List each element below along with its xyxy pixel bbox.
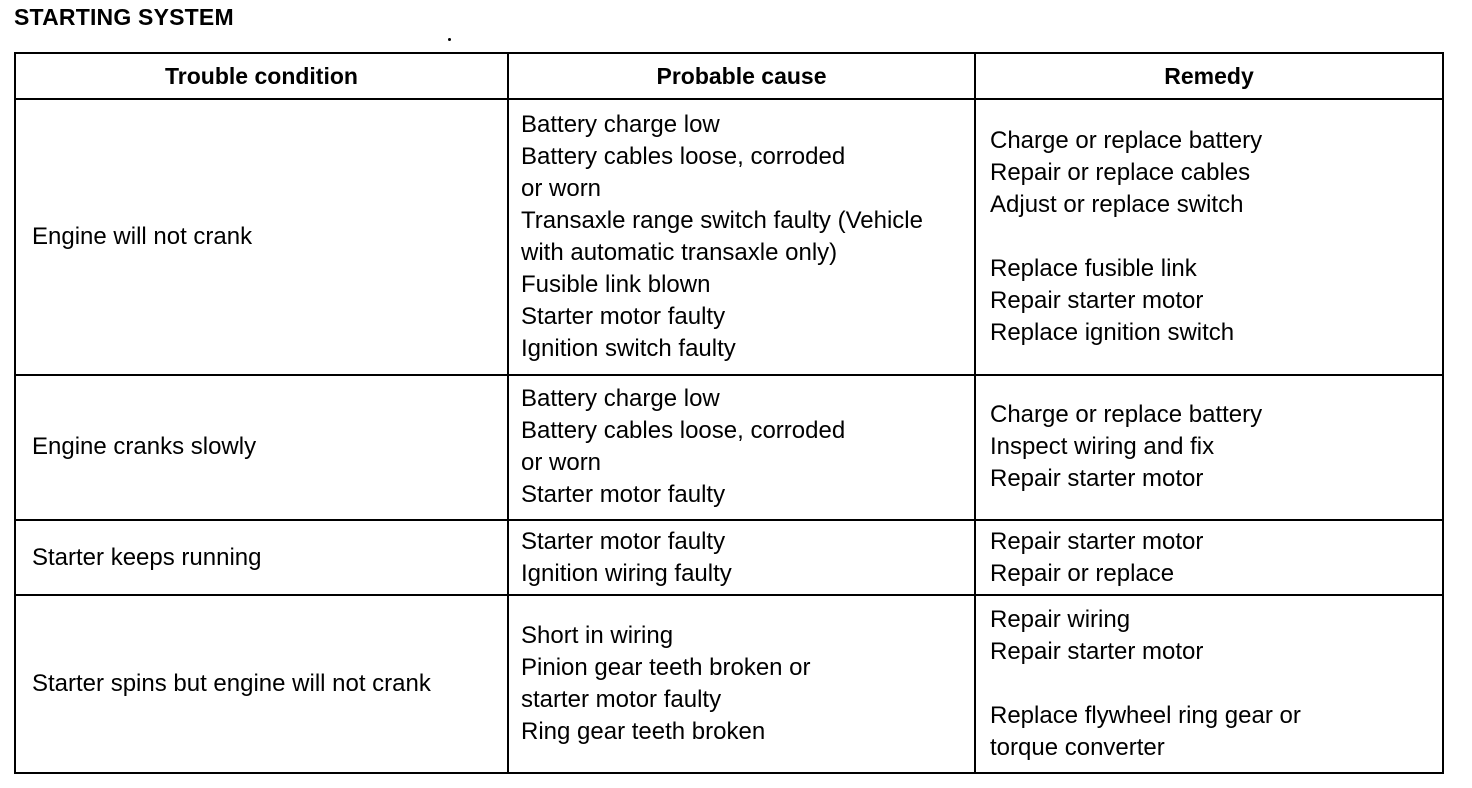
remedy-line: Replace ignition switch — [990, 318, 1235, 346]
remedy-line: Adjust or replace switch — [990, 190, 1244, 218]
cause-line: or worn — [521, 449, 602, 477]
cause-line: Battery charge low — [521, 385, 720, 413]
header-row — [15, 53, 1443, 99]
remedy-spacer — [990, 668, 1442, 700]
trouble-condition-cell: Starter keeps running — [15, 520, 508, 596]
cause-line: Battery charge low — [521, 110, 720, 138]
table-row — [15, 520, 1443, 596]
remedy-spacer — [990, 221, 1442, 253]
probable-cause-cell — [508, 99, 975, 375]
remedy-line: Repair starter motor — [990, 286, 1204, 314]
header-probable-cause: Probable cause — [508, 53, 975, 99]
cause-line: Ignition switch faulty — [521, 334, 736, 362]
remedy-cell — [975, 520, 1443, 596]
remedy-line: Repair starter motor — [990, 638, 1204, 666]
remedy-line: Repair starter motor — [990, 465, 1204, 493]
header-remedy: Remedy — [975, 53, 1443, 99]
table-header — [15, 53, 1443, 99]
remedy-line: Charge or replace battery — [990, 126, 1263, 154]
cause-line: Battery cables loose, corroded — [521, 142, 846, 170]
cause-line: Pinion gear teeth broken or — [521, 654, 811, 682]
cause-line: or worn — [521, 174, 602, 202]
table-row — [15, 375, 1443, 520]
cause-line: Starter motor faulty — [521, 481, 726, 509]
page-title: STARTING SYSTEM — [14, 4, 234, 30]
remedy-line: Repair or replace — [990, 559, 1175, 587]
trouble-condition-cell: Engine cranks slowly — [15, 375, 508, 520]
header-trouble-condition: Trouble condition — [15, 53, 508, 99]
cause-line: Transaxle range switch faulty (Vehicle — [521, 206, 923, 234]
remedy-line: Repair wiring — [990, 606, 1131, 634]
probable-cause-cell — [508, 375, 975, 520]
remedy-line: Replace fusible link — [990, 254, 1197, 282]
probable-cause-cell — [508, 520, 975, 596]
cause-line: starter motor faulty — [521, 686, 722, 714]
stray-mark — [448, 38, 451, 41]
cause-line: Battery cables loose, corroded — [521, 417, 846, 445]
cause-line: Short in wiring — [521, 622, 674, 650]
remedy-line: Repair or replace cables — [990, 158, 1251, 186]
remedy-cell — [975, 375, 1443, 520]
cause-line: Fusible link blown — [521, 270, 711, 298]
table-row — [15, 595, 1443, 773]
remedy-line: Inspect wiring and fix — [990, 433, 1215, 461]
remedy-cell — [975, 595, 1443, 773]
remedy-line: torque converter — [990, 734, 1165, 762]
remedy-cell — [975, 99, 1443, 375]
cause-line: Starter motor faulty — [521, 527, 726, 555]
troubleshooting-table — [14, 52, 1444, 774]
probable-cause-cell — [508, 595, 975, 773]
remedy-line: Repair starter motor — [990, 527, 1204, 555]
cause-line: Ring gear teeth broken — [521, 718, 766, 746]
cause-line: with automatic transaxle only) — [521, 238, 838, 266]
trouble-condition-cell: Engine will not crank — [15, 99, 508, 375]
remedy-line: Replace flywheel ring gear or — [990, 702, 1301, 730]
table-row — [15, 99, 1443, 375]
trouble-condition-cell: Starter spins but engine will not crank — [15, 595, 508, 773]
table-body — [15, 99, 1443, 773]
cause-line: Ignition wiring faulty — [521, 559, 732, 587]
cause-line: Starter motor faulty — [521, 302, 726, 330]
remedy-line: Charge or replace battery — [990, 401, 1263, 429]
